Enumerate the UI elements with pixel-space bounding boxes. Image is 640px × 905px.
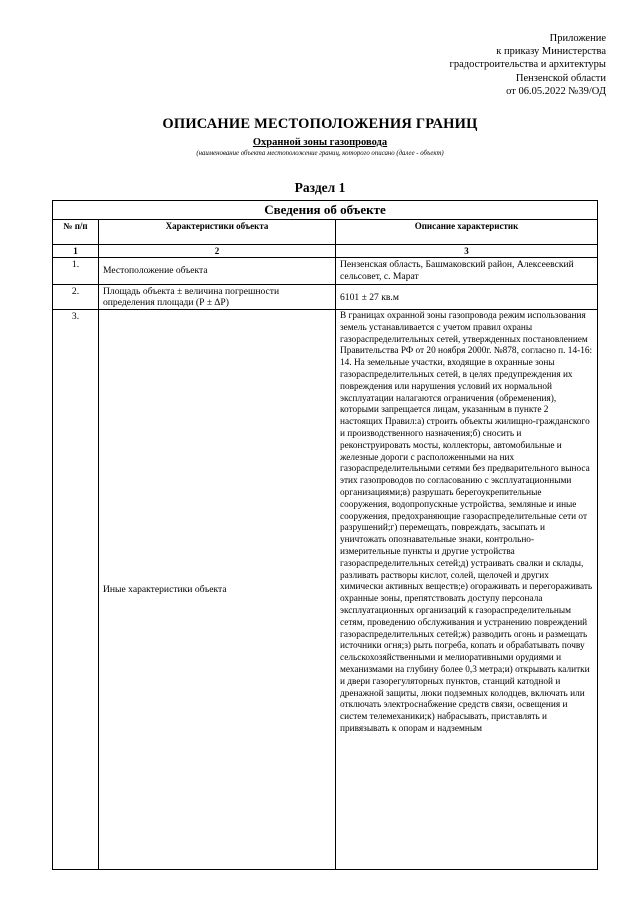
appendix-header bbox=[450, 32, 606, 98]
object-name: Охранной зоны газопровода bbox=[252, 137, 388, 148]
row-number: 3. bbox=[53, 310, 99, 870]
column-number: 2 bbox=[99, 245, 336, 258]
row-characteristic: Иные характеристики объекта bbox=[99, 310, 336, 870]
table-header-row bbox=[53, 220, 598, 245]
table-caption-row bbox=[53, 201, 598, 220]
row-number: 2. bbox=[53, 285, 99, 310]
table-row bbox=[53, 285, 598, 310]
header-description: Описание характеристик bbox=[336, 220, 598, 245]
appendix-line: Приложение bbox=[549, 33, 606, 44]
row-description: 6101 ± 27 кв.м bbox=[336, 285, 598, 310]
document-title: ОПИСАНИЕ МЕСТОПОЛОЖЕНИЯ ГРАНИЦ bbox=[162, 116, 478, 132]
row-description-cell bbox=[336, 310, 598, 870]
header-characteristic: Характеристики объекта bbox=[99, 220, 336, 245]
appendix-line: к приказу Министерства bbox=[496, 46, 606, 58]
column-numbers-row bbox=[53, 245, 598, 258]
row-description: Пензенская область, Башмаковский район, Алексеевский сельсовет, с. Марат bbox=[336, 258, 598, 285]
table-caption: Сведения об объекте bbox=[53, 201, 598, 220]
object-info-table bbox=[52, 200, 598, 870]
column-number: 3 bbox=[336, 245, 598, 258]
object-name-note: (наименование объекта местоположение границ, которого описано (далее - объект) bbox=[196, 150, 444, 157]
row-characteristic: Площадь объекта ± величина погрешности определения площади (Р ± ∆Р) bbox=[99, 285, 336, 310]
table-row bbox=[53, 310, 598, 870]
section-title: Раздел 1 bbox=[294, 180, 346, 195]
column-number: 1 bbox=[53, 245, 99, 258]
header-num: № п/п bbox=[53, 220, 99, 245]
row-characteristic: Местоположение объекта bbox=[99, 258, 336, 285]
appendix-line: Пензенской области bbox=[515, 72, 606, 84]
row-number: 1. bbox=[53, 258, 99, 285]
table-row bbox=[53, 258, 598, 285]
appendix-line: от 06.05.2022 №39/ОД bbox=[506, 85, 606, 97]
row-description: В границах охранной зоны газопровода режим использования земель устанавливается с учетом правил охраны газораспределительных сетей, утвержденных постановлением Правительства РФ от 20 ноября 2000г. №878, согласно п. 14-16: 14. На земельные участки, входящие в охранные зоны газораспределительных сетей, в целях предупреждения их повреждения или нарушения условий их нормальной эксплуатации налагаются ограничения (обременения), которыми запрещается лицам, указанным в пункте 2 настоящих Правил:а) строить объекты жилищно-гражданского и производственного назначения;б) сносить и реконструировать мосты, коллекторы, автомобильные и железные дороги с расположенными на них газораспределительными сетями без предварительного выноса этих газопроводов по согласованию с эксплуатационными организациями;в) разрушать берегоукрепительные сооружения, водопропускные устройства, земляные и иные сооружения, предохраняющие газораспределительные сети от разрушений;г) перемещать, повреждать, засыпать и уничтожать опознавательные знаки, контрольно-измерительные пункты и другие устройства газораспределительных сетей;д) устраивать свалки и склады, разливать растворы кислот, солей, щелочей и других химически активных веществ;е) огораживать и перегораживать охранные зоны, препятствовать доступу персонала эксплуатационных организаций к газораспределительным сетям, проведению обслуживания и устранению повреждений газораспределительных сетей;ж) разводить огонь и размещать источники огня;з) рыть погреба, копать и обрабатывать почву сельскохозяйственными и мелиоративными орудиями и механизмами на глубину более 0,3 метра;и) открывать калитки и двери газорегуляторных пунктов, станций катодной и дренажной защиты, люки подземных колодцев, включать или отключать электроснабжение средств связи, освещения и систем телемеханики;к) набрасывать, приставлять и привязывать к опорам и надземным bbox=[340, 311, 593, 734]
appendix-line: градостроительства и архитектуры bbox=[449, 59, 606, 71]
